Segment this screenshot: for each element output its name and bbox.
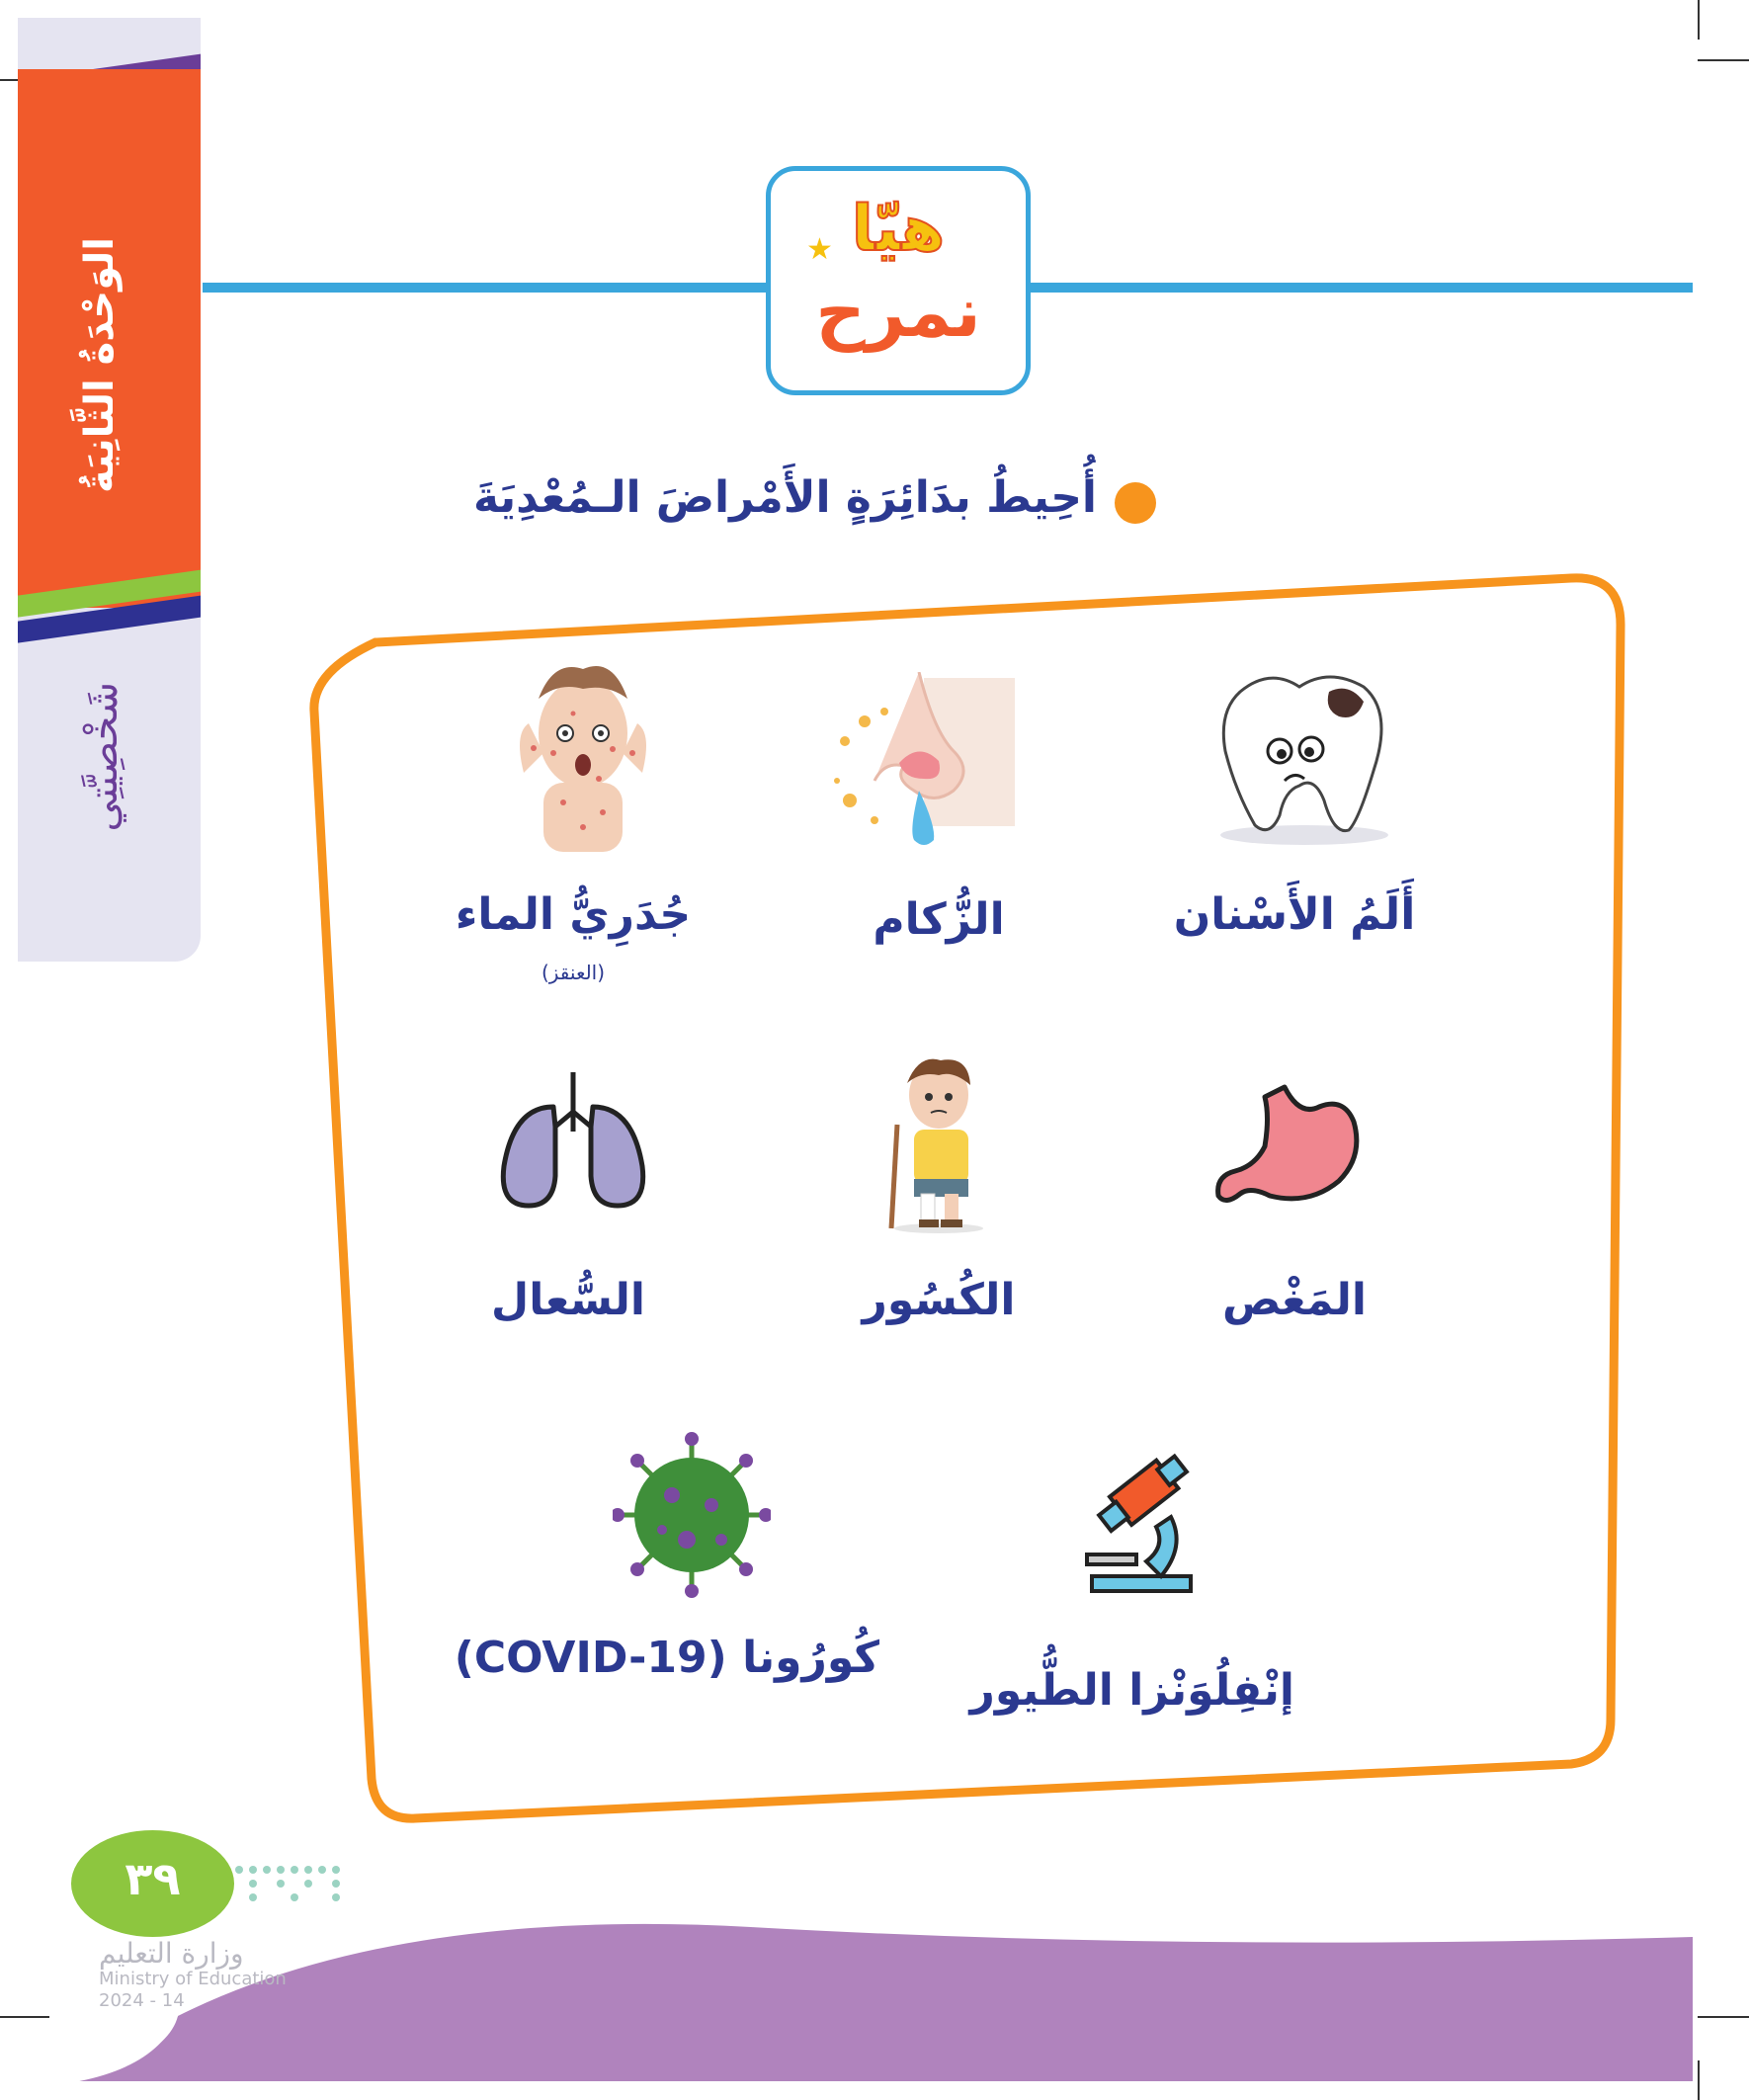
item-card-bird-flu[interactable]: [969, 1665, 1294, 1744]
badge-line1: هيّا: [851, 193, 946, 266]
subject-label: شَخْصِيَّتِي: [81, 682, 126, 832]
item-card-cough[interactable]: [420, 1275, 716, 1354]
item-card-toothache[interactable]: [1146, 889, 1443, 968]
item-label: المَغْص: [1222, 1275, 1367, 1325]
page-number: ٣٩: [125, 1852, 181, 1905]
nose-icon: [825, 672, 1023, 850]
ministry-name-en: Ministry of Education: [99, 1969, 287, 1989]
microscope-icon: [1077, 1438, 1206, 1596]
instruction-text: أُحِيطُ بدَائِرَةٍ الأَمْراضَ الـمُعْدِيَةَ: [472, 472, 1097, 523]
item-label: الكُسُور: [862, 1275, 1016, 1325]
lungs-icon: [494, 1067, 652, 1216]
virus-icon: [613, 1431, 771, 1599]
unit-label: الوَحْدَةُ الثَّانِيَةُ: [77, 237, 123, 493]
item-card-cold[interactable]: [791, 894, 1087, 973]
footer-purple-band: [79, 1924, 1693, 2081]
page-number-badge: [71, 1830, 234, 1937]
item-label: أَلَمُ الأَسْنان: [1173, 889, 1416, 940]
edition-year: 2024 - 14: [99, 1990, 185, 2011]
item-card-corona[interactable]: [454, 1633, 879, 1712]
item-label: إنْفِلُوَنْزا الطُّيور: [969, 1665, 1294, 1716]
stomach-icon: [1210, 1077, 1369, 1216]
injured-boy-icon: [879, 1046, 998, 1233]
star-icon: ★: [806, 232, 833, 267]
chickenpox-boy-icon: [514, 654, 652, 852]
ministry-name-ar: وزارة التعليم: [99, 1937, 244, 1970]
item-label: جُدَرِيُّ الماء: [455, 889, 692, 940]
item-sublabel: (العنقز): [541, 961, 606, 984]
tooth-icon: [1201, 662, 1398, 850]
item-card-fractures[interactable]: [791, 1275, 1087, 1354]
item-card-colic[interactable]: [1146, 1275, 1443, 1354]
item-card-chickenpox[interactable]: [425, 889, 721, 998]
item-label: كُورُونا (COVID-19): [454, 1633, 879, 1683]
item-label: الزُّكام: [873, 894, 1005, 945]
item-label: السُّعال: [491, 1275, 645, 1325]
badge-line2: نمرح: [815, 272, 981, 353]
